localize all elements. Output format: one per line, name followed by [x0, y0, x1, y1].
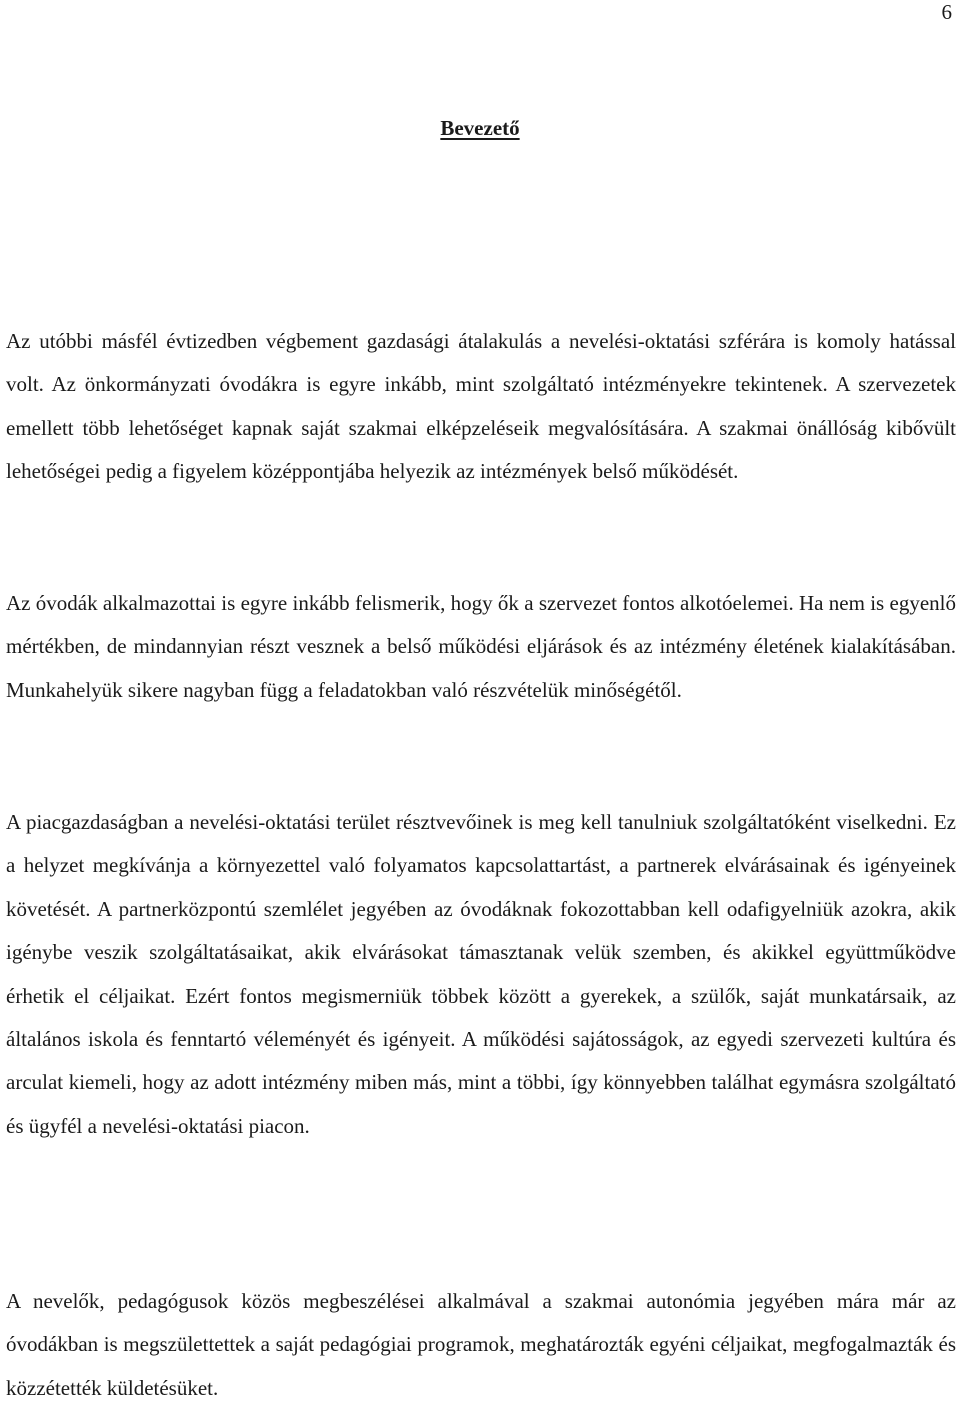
- paragraph-4: A nevelők, pedagógusok közös megbeszélései alkalmával a szakmai autonómia jegyében mára már az óvodákban is megszülettettek a saját pedagógiai programok, meghatározták egyéni céljaikat, megfogalmazták és közzétették küldetésüket.: [6, 1289, 956, 1400]
- paragraph-2: Az óvodák alkalmazottai is egyre inkább felismerik, hogy ők a szervezet fontos alkotóelemei. Ha nem is egyenlő mértékben, de mindannyian részt vesznek a belső működési eljárások és az intézmény életének kialakításában. Munkahelyük sikere nagyban függ a feladatokban való részvételük minőségétől.: [6, 591, 956, 702]
- paragraph-3: A piacgazdaságban a nevelési-oktatási terület résztvevőinek is meg kell tanulniuk szolgáltatóként viselkedni. Ez a helyzet megkívánja a környezettel való folyamatos kapcsolattartást, a partnerek elvárásainak és igényeinek követését. A partnerközpontú szemlélet jegyében az óvodáknak fokozottabban kell odafigyelniük azokra, akik igénybe veszik szolgáltatásaikat, akik elvárásokat támasztanak velük szemben, és akikkel együttműködve érhetik el céljaikat. Ezért fontos megismerniük többek között a gyerekek, a szülők, saját munkatársaik, az általános iskola és fenntartó véleményét és igényeit. A működési sajátosságok, az egyedi szervezeti kultúra és arculat kiemeli, hogy az adott intézmény miben más, mint a többi, így könnyebben találhat egymásra szolgáltató és ügyfél a nevelési-oktatási piacon.: [6, 810, 956, 1138]
- page-title: Bevezető: [440, 116, 520, 140]
- paragraph-1: Az utóbbi másfél évtizedben végbement gazdasági átalakulás a nevelési-oktatási szférára is komoly hatással volt. Az önkormányzati óvodákra is egyre inkább, mint szolgáltató intézményekre tekintenek. A szervezetek emellett több lehetőséget kapnak saját szakmai elképzeléseik megvalósítására. A szakmai önállóság kibővült lehetőségei pedig a figyelem középpontjába helyezik az intézmények belső működését.: [6, 329, 956, 484]
- page-number: 6: [941, 0, 952, 24]
